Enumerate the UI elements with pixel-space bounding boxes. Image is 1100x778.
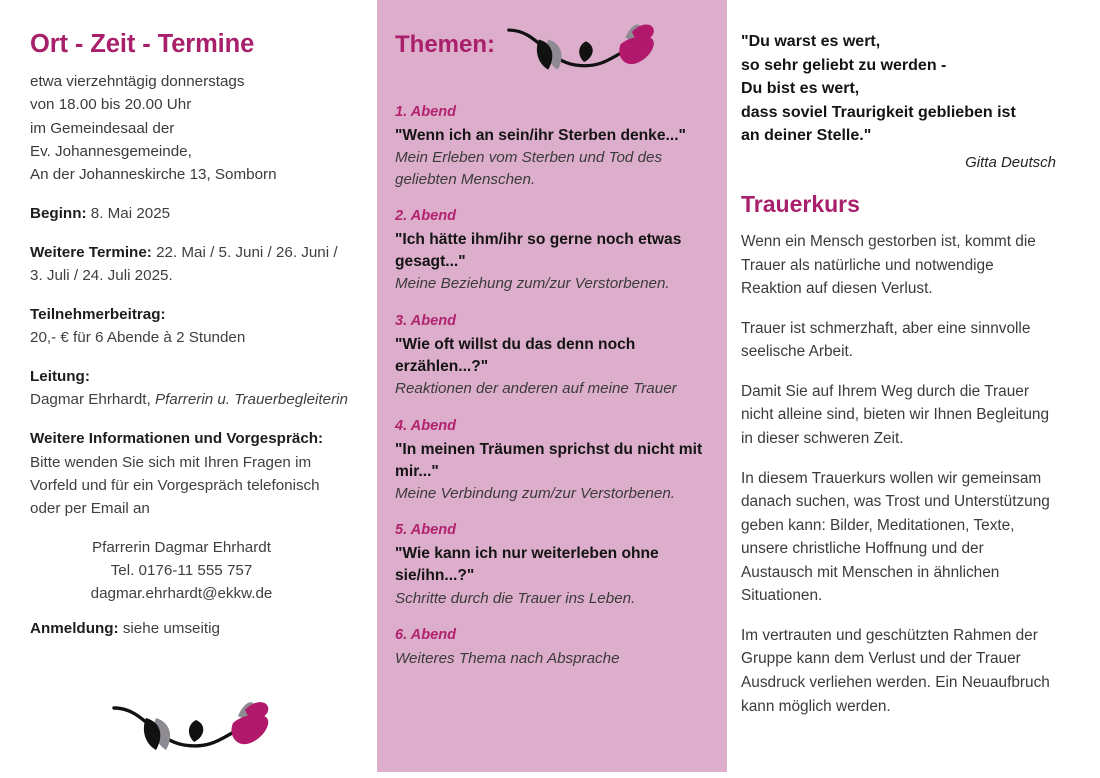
anmeldung-label: Anmeldung:	[30, 620, 119, 638]
evening-item-5	[387, 520, 711, 609]
evening-title: "In meinen Träumen sprichst du nicht mit mir..."	[395, 440, 703, 480]
evening-number: 5. Abend	[395, 522, 457, 539]
contact-block	[30, 536, 351, 605]
evening-title: "Ich hätte ihm/ihr so gerne noch etwas gesagt..."	[395, 231, 682, 271]
weitere-informationen-label: Weitere Informationen und Vorgespräch:	[30, 430, 324, 448]
teilnehmerbeitrag-label: Teilnehmerbeitrag:	[30, 306, 166, 324]
leitung-role: Pfarrerin u. Trauerbegleiterin	[154, 391, 348, 409]
evening-item-2	[387, 206, 711, 295]
evening-number: 4. Abend	[395, 417, 457, 434]
quote-line-4: dass soviel Traurigkeit geblieben ist	[741, 103, 1016, 121]
beginn-value: 8. Mai 2025	[90, 204, 171, 222]
quote-author: Gitta Deutsch	[965, 153, 1056, 171]
beginn-label: Beginn:	[30, 204, 87, 222]
weitere-informationen-value: Bitte wenden Sie sich mit Ihren Fragen im Vorfeld und für ein Vorgespräch telefonisch oder per Email an	[30, 453, 320, 517]
evening-subtitle: Mein Erleben vom Sterben und Tod des geliebten Menschen.	[395, 149, 663, 188]
quote-line-3: Du bist es wert,	[741, 80, 860, 98]
intro-line-4: Ev. Johannesgemeinde,	[30, 142, 192, 160]
leitung-name: Dagmar Ehrhardt,	[30, 391, 151, 409]
contact-phone[interactable]: Tel. 0176-11 555 757	[110, 561, 253, 579]
evening-number: 3. Abend	[395, 312, 457, 329]
right-column	[727, 0, 1100, 778]
quote-line-1: "Du warst es wert,	[741, 33, 881, 50]
trauerkurs-heading: Trauerkurs	[741, 190, 860, 217]
evening-title: "Wie oft willst du das denn noch erzählen...?"	[395, 335, 636, 375]
themen-header-row	[387, 32, 711, 78]
left-column-heading: Ort - Zeit - Termine	[30, 30, 255, 58]
quote-block	[741, 30, 1058, 148]
evening-subtitle: Weiteres Thema nach Absprache	[395, 650, 620, 668]
evening-item-4	[387, 416, 711, 505]
evening-number: 2. Abend	[395, 208, 457, 225]
weitere-informationen-block	[30, 427, 351, 519]
evening-title: "Wie kann ich nur weiterleben ohne sie/ihn...?"	[395, 545, 659, 585]
themen-heading: Themen:	[395, 31, 496, 58]
middle-column	[377, 0, 727, 772]
evening-subtitle: Meine Beziehung zum/zur Verstorbenen.	[395, 275, 670, 293]
leitung-block	[30, 365, 351, 411]
leitung-label: Leitung:	[30, 368, 90, 386]
anmeldung-value: siehe umseitig	[122, 620, 220, 638]
leitung-person	[30, 388, 351, 411]
quote-line-5: an deiner Stelle."	[741, 127, 872, 145]
intro-line-5: An der Johanneskirche 13, Somborn	[30, 165, 277, 183]
weitere-termine-block	[30, 241, 351, 287]
evening-subtitle: Reaktionen der anderen auf meine Trauer	[395, 380, 677, 398]
weitere-termine-label: Weitere Termine:	[30, 243, 152, 261]
evening-title: "Wenn ich an sein/ihr Sterben denke..."	[395, 126, 686, 144]
teilnehmerbeitrag-block	[30, 303, 351, 349]
trauerkurs-paragraph-2: Trauer ist schmerzhaft, aber eine sinnvolle seelische Arbeit.	[741, 319, 1031, 361]
intro-line-1: etwa vierzehntägig donnerstags	[30, 73, 245, 91]
anmeldung-block	[30, 617, 351, 640]
intro-block	[30, 70, 351, 185]
tulip-flourish-icon	[505, 16, 663, 78]
trauerkurs-paragraph-1: Wenn ein Mensch gestorben ist, kommt die Trauer als natürliche und notwendige Reaktion auf diesen Verlust.	[741, 233, 1036, 298]
intro-line-3: im Gemeindesaal der	[30, 119, 175, 137]
evening-item-6	[387, 625, 711, 669]
teilnehmerbeitrag-value: 20,- € für 6 Abende à 2 Stunden	[30, 329, 246, 347]
trauerkurs-paragraph-5: Im vertrauten und geschützten Rahmen der Gruppe kann dem Verlust und der Trauer Ausdruck verliehen werden. Ein Neuaufbruch kann möglich werden.	[741, 626, 1050, 715]
evening-subtitle: Schritte durch die Trauer ins Leben.	[395, 589, 636, 607]
trauerkurs-paragraph-3: Damit Sie auf Ihrem Weg durch die Trauer nicht alleine sind, bieten wir Ihnen Begleitung in dieser schweren Zeit.	[741, 382, 1050, 447]
evening-subtitle: Meine Verbindung zum/zur Verstorbenen.	[395, 484, 675, 502]
evening-item-1	[387, 102, 711, 190]
evening-item-3	[387, 311, 711, 400]
weitere-termine-value: 22. Mai / 5. Juni / 26. Juni / 3. Juli / 24. Juli 2025.	[30, 243, 338, 284]
tulip-flourish-icon	[110, 694, 278, 758]
beginn-block	[30, 202, 351, 225]
quote-line-2: so sehr geliebt zu werden -	[741, 56, 947, 74]
evening-number: 1. Abend	[395, 104, 457, 120]
evening-number: 6. Abend	[395, 627, 457, 644]
intro-line-2: von 18.00 bis 20.00 Uhr	[30, 96, 192, 114]
trauerkurs-paragraph-4: In diesem Trauerkurs wollen wir gemeinsam danach suchen, was Trost und Unterstützung geben kann: Bilder, Meditationen, Texte, unsere christliche Hoffnung und der Austausch mit Menschen in ähnlichen Situationen.	[741, 469, 1050, 605]
left-column	[0, 0, 377, 778]
contact-email[interactable]: dagmar.ehrhardt@ekkw.de	[90, 585, 273, 602]
contact-name: Pfarrerin Dagmar Ehrhardt	[92, 538, 271, 556]
